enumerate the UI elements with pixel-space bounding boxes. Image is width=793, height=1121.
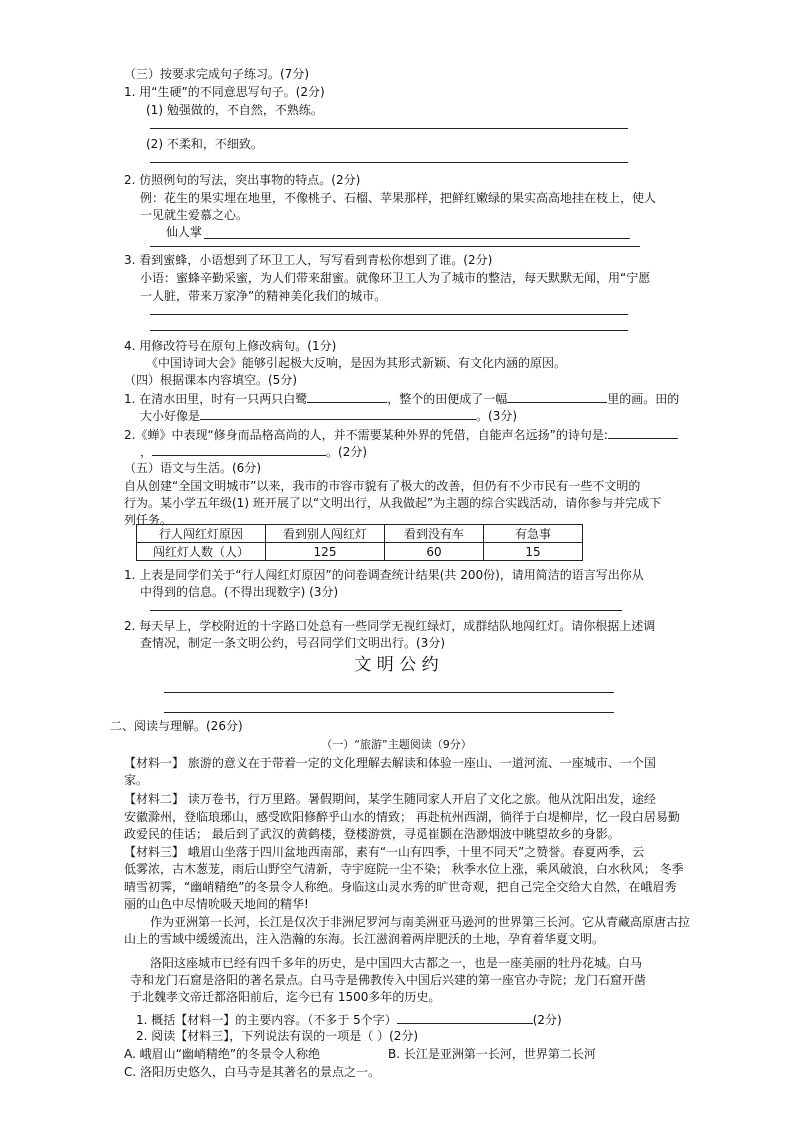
q4-1-text: 大小好像是 [140,409,201,423]
section-5-para-line1: 自从创建“全国文明城市”以来，我市的市容市貌有了极大的改善，但仍有不少市民有一些不文明的 [124,479,641,493]
answer-line[interactable] [204,238,630,239]
q4-2-text: ， [140,445,153,459]
reading-q2: 2. 阅读【材料三】，下列说法有误的一项是（ ）(2分) [136,1029,419,1043]
q4-1-line1 [124,390,679,407]
q3-2-example-line2: 一见就生爱慕之心。 [140,208,249,222]
fill-blank[interactable] [152,443,326,456]
reading-q1 [136,1011,562,1028]
answer-line[interactable] [150,246,640,247]
section-3-heading: （三）按要求完成句子练习。(7分) [124,67,309,81]
q4-1-line2 [140,407,517,424]
q4-1-text: 1. 在清水田里，时有一只两只白鹭 [124,392,308,406]
material-3-line6: 山上的雪域中缓缓流出，注入浩瀚的东海。长江滋润着两岸肥沃的土地，孕育着华夏文明。 [124,932,605,946]
material-3-line7: 洛阳这座城市已经有四千多年的历史，是中国四大古都之一，也是一座美丽的牡丹花城。白马 [150,956,643,970]
fill-blank[interactable] [397,1011,533,1024]
answer-line[interactable] [150,610,622,611]
answer-line[interactable] [164,712,614,713]
q3-3-example-line2: 一人脏，带来万家净”的精神美化我们的城市。 [140,289,387,303]
material-3-line4: 丽的山色中尽情吮吸天地间的精华! [124,897,309,911]
material-1-line2: 家。 [124,773,149,787]
material-3-line2: 低雾浓，古木葱茏，雨后山野空气清新，寺宇庭院一尘不染； 秋季水位上涨，乘风破浪，白水秋风； 冬季 [124,862,684,876]
fill-blank[interactable] [307,390,387,403]
material-3-line1: 【材料三】 峨眉山坐落于四川盆地西南部，素有“一山有四季，十里不同天”之赞誉。春夏两季，云 [124,845,645,859]
answer-line[interactable] [150,330,628,331]
table-header-cell: 看到别人闯红灯 [266,525,385,543]
q3-4-prompt: 4. 用修改符号在原句上修改病句。(1分) [124,339,337,353]
q3-1-prompt: 1. 用“生硬”的不同意思写句子。(2分) [124,85,325,99]
table-header-cell: 有急事 [484,525,583,543]
q5-2-line1: 2. 每天早上，学校附近的十字路口处总有一些同学无视红绿灯，成群结队地闯红灯。请你根据上述调 [124,619,656,633]
q5-2-line2: 查情况，制定一条文明公约，号召同学们文明出行。(3分) [140,636,446,650]
q3-1a-prompt: (1) 勉强做的，不自然，不熟练。 [146,103,323,117]
material-1-line1: 【材料一】 旅游的意义在于带着一定的文化理解去解读和体验一座山、一道河流、一座城市、一个国 [124,756,656,770]
q3-2-example-line1: 例：花生的果实埋在地里，不像桃子、石榴、苹果那样，把鲜红嫩绿的果实高高地挂在枝上，使人 [140,191,657,205]
table-cell: 15 [484,543,583,561]
section-5-para-line3: 列任务。 [124,513,173,527]
q5-1-line1: 1. 上表是同学们关于“行人闯红灯原因”的问卷调查统计结果(共 200份)，请用简洁的语言写出你从 [124,568,644,582]
answer-line[interactable] [150,162,628,163]
q3-2-prompt: 2. 仿照例句的写法，突出事物的特点。(2分) [124,173,361,187]
q3-2-cue: 仙人掌 [166,225,203,239]
q4-1-text: ，整个的田便成了一幅 [387,392,508,406]
material-3-line3: 晴雪初霁，“幽峭精绝”的冬景令人称绝。身临这山灵水秀的旷世奇观，把自己完全交给大自然，在峨眉秀 [124,880,677,894]
part-2-heading: 二、阅读与理解。(26分) [110,719,243,733]
material-2-line3: 政爱民的佳话； 最后到了武汉的黄鹤楼，登楼游赏，寻觅崔颢在浩渺烟波中眺望故乡的身影。 [124,827,620,841]
q4-1-text: 里的画。田的 [607,392,680,406]
fill-blank[interactable] [507,390,607,403]
option-b[interactable]: B. 长江是亚洲第一长河，世界第二长河 [388,1047,596,1061]
section-5-para-line2: 行为。某小学五年级(1) 班开展了以“文明出行，从我做起”为主题的综合实践活动，请你参与并完成下 [124,496,662,510]
table-cell: 125 [266,543,385,561]
q4-2-line2 [140,443,367,460]
q3-3-prompt: 3. 看到蜜蜂，小语想到了环卫工人，写写看到青松你想到了谁。(2分) [124,253,493,267]
material-3-line8: 寺和龙门石窟是洛阳的著名景点。白马寺是佛教传入中国后兴建的第一座官办寺院；龙门石窟开凿 [130,973,647,987]
section-5-heading: （五）语文与生活。(6分) [124,461,261,475]
section-4-heading: （四）根据课本内容填空。(5分) [124,373,297,387]
q4-1-text: 。(3分) [476,409,518,423]
option-a[interactable]: A. 峨眉山“幽峭精绝”的冬景令人称绝 [124,1047,321,1061]
pact-title: 文 明 公 约 [354,655,439,675]
reading-q1-score: (2分) [532,1013,562,1027]
table-cell: 60 [385,543,484,561]
table-row-label: 闯红灯人数（人） [137,543,266,561]
q3-1b-prompt: (2) 不柔和，不细致。 [146,137,263,151]
material-2-line2: 安徽滁州，登临琅琊山，感受欧阳修醉乎山水的情致； 再赴杭州西湖，徜徉于白堤柳岸，忆一段白居易勤 [124,810,680,824]
table-row [137,543,583,561]
fill-blank[interactable] [200,407,476,420]
survey-table [136,524,583,561]
material-3-line5: 作为亚洲第一长河，长江是仅次于非洲尼罗河与南美洲亚马逊河的世界第三长河。它从青藏高原唐古拉 [150,915,691,929]
reading-q1-text: 1. 概括【材料一】的主要内容。（不多于 5个字） [136,1013,397,1027]
part-2-subheading: （一）“旅游”主题阅读（9分） [321,738,472,751]
q3-3-example-line1: 小语：蜜蜂辛勤采蜜，为人们带来甜蜜。就像环卫工人为了城市的整洁，每天默默无闻，用“宁愿 [140,271,651,285]
q3-4-sentence[interactable]: 《中国诗词大会》能够引起极大反响，是因为其形式新颖、有文化内涵的原因。 [146,356,567,370]
material-2-line1: 【材料二】 读万卷书，行万里路。暑假期间，某学生随同家人开启了文化之旅。他从沈阳出发，途经 [124,792,656,806]
answer-line[interactable] [150,128,628,129]
q4-2-line1 [124,426,678,443]
q4-2-text: 2.《蝉》中表现“修身而品格高尚的人，并不需要某种外界的凭借，自能声名远扬”的诗句是: [124,428,608,442]
table-header-cell: 行人闯红灯原因 [137,525,266,543]
q5-1-line2: 中得到的信息。(不得出现数字) (3分) [140,585,339,599]
q4-2-text: 。(2分) [326,445,368,459]
option-c[interactable]: C. 洛阳历史悠久，白马寺是其著名的景点之一。 [124,1065,381,1079]
answer-line[interactable] [150,314,628,315]
fill-blank[interactable] [608,426,678,439]
table-header-row [137,525,583,543]
material-3-line9: 于北魏孝文帝迁都洛阳前后，迄今已有 1500多年的历史。 [130,990,441,1004]
table-header-cell: 看到没有车 [385,525,484,543]
answer-line[interactable] [164,692,614,693]
